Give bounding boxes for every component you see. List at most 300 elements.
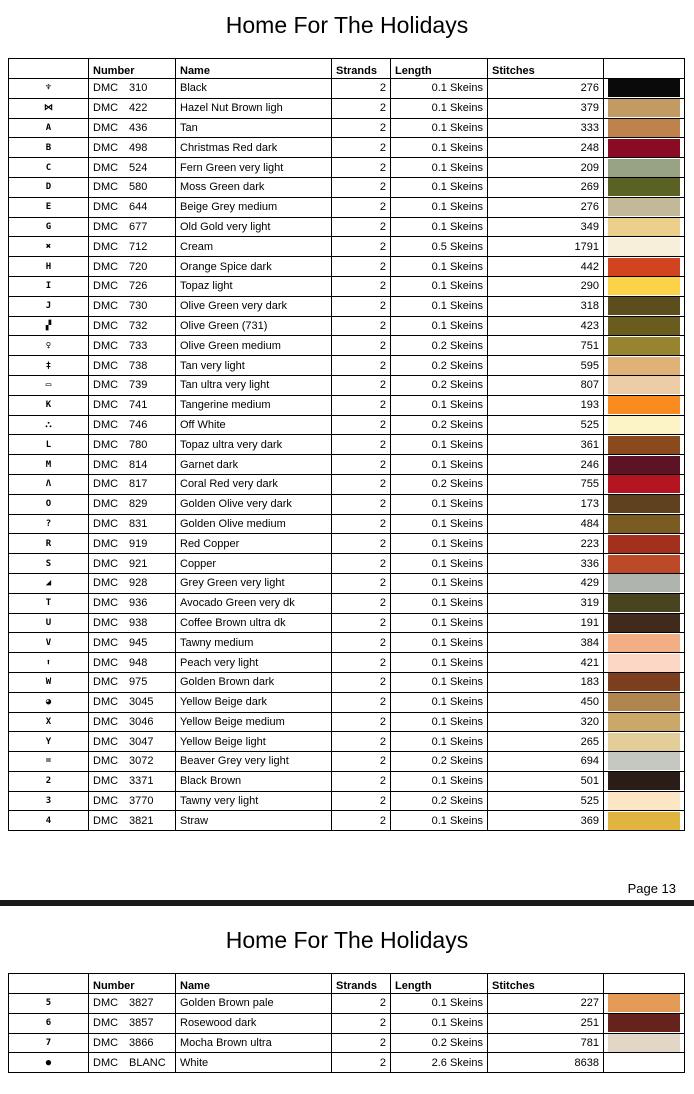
table-header-row <box>9 974 685 994</box>
length-cell: 0.1 Skeins <box>391 613 488 633</box>
strands-cell: 2 <box>332 217 391 237</box>
length-cell: 0.1 Skeins <box>391 177 488 197</box>
brand-label: DMC <box>93 735 119 748</box>
strands-cell: 2 <box>332 395 391 415</box>
strands-cell: 2 <box>332 455 391 475</box>
color-swatch-cell <box>604 257 685 277</box>
stitches-cell: 525 <box>488 791 604 811</box>
color-swatch <box>608 337 680 355</box>
brand-label: DMC <box>93 1056 119 1069</box>
length-cell: 0.1 Skeins <box>391 276 488 296</box>
strands-cell: 2 <box>332 494 391 514</box>
symbol-cell: ▭ <box>9 375 89 395</box>
number-cell <box>89 494 176 514</box>
strands-cell: 2 <box>332 811 391 831</box>
color-swatch <box>608 495 680 513</box>
stitches-cell: 1791 <box>488 237 604 257</box>
number-cell <box>89 514 176 534</box>
symbol-cell: G <box>9 217 89 237</box>
floss-number: 817 <box>129 478 148 491</box>
name-cell: Olive Green (731) <box>176 316 332 336</box>
floss-number: 730 <box>129 300 148 313</box>
table-row <box>9 771 685 791</box>
number-cell <box>89 593 176 613</box>
color-swatch <box>608 178 680 196</box>
name-cell: Black Brown <box>176 771 332 791</box>
color-swatch-cell <box>604 375 685 395</box>
color-swatch-cell <box>604 296 685 316</box>
stitches-cell: 751 <box>488 336 604 356</box>
symbol-cell: K <box>9 395 89 415</box>
name-cell: Grey Green very light <box>176 573 332 593</box>
floss-number: 498 <box>129 141 148 154</box>
brand-label: DMC <box>93 616 119 629</box>
color-swatch <box>608 238 680 256</box>
table-row <box>9 415 685 435</box>
brand-label: DMC <box>93 997 119 1010</box>
strands-cell: 2 <box>332 158 391 178</box>
table-row <box>9 494 685 514</box>
strands-cell: 2 <box>332 771 391 791</box>
color-swatch <box>608 792 680 810</box>
number-cell <box>89 712 176 732</box>
color-swatch <box>608 376 680 394</box>
symbol-cell: C <box>9 158 89 178</box>
name-cell: Olive Green medium <box>176 336 332 356</box>
strands-cell: 2 <box>332 1053 391 1073</box>
color-swatch-cell <box>604 613 685 633</box>
floss-number: 975 <box>129 676 148 689</box>
name-cell: Beaver Grey very light <box>176 752 332 772</box>
floss-number: 3046 <box>129 715 154 728</box>
floss-number: 921 <box>129 557 148 570</box>
length-cell: 0.2 Skeins <box>391 752 488 772</box>
brand-label: DMC <box>93 438 119 451</box>
brand-label: DMC <box>93 82 119 95</box>
color-swatch-cell <box>604 791 685 811</box>
floss-number: 733 <box>129 339 148 352</box>
table-row <box>9 593 685 613</box>
color-swatch-cell <box>604 435 685 455</box>
strands-cell: 2 <box>332 573 391 593</box>
length-cell: 0.1 Skeins <box>391 197 488 217</box>
brand-label: DMC <box>93 339 119 352</box>
symbol-cell: ? <box>9 514 89 534</box>
color-swatch-cell <box>604 316 685 336</box>
table-row <box>9 613 685 633</box>
brand-label: DMC <box>93 537 119 550</box>
floss-number: 3827 <box>129 997 154 1010</box>
name-column-header: Name <box>176 974 332 994</box>
stitches-cell: 421 <box>488 653 604 673</box>
brand-label: DMC <box>93 696 119 709</box>
name-cell: Black <box>176 79 332 99</box>
color-swatch-cell <box>604 752 685 772</box>
strands-cell: 2 <box>332 257 391 277</box>
number-cell <box>89 1033 176 1053</box>
symbol-cell: S <box>9 554 89 574</box>
floss-number: 732 <box>129 319 148 332</box>
length-cell: 0.1 Skeins <box>391 217 488 237</box>
table-row <box>9 177 685 197</box>
length-cell: 2.6 Skeins <box>391 1053 488 1073</box>
number-cell <box>89 98 176 118</box>
stitches-cell: 379 <box>488 98 604 118</box>
color-swatch-cell <box>604 573 685 593</box>
table-row <box>9 791 685 811</box>
color-swatch-cell <box>604 554 685 574</box>
table-row <box>9 994 685 1014</box>
table-row <box>9 197 685 217</box>
color-swatch-cell <box>604 118 685 138</box>
symbol-cell: 6 <box>9 1013 89 1033</box>
name-cell: Copper <box>176 554 332 574</box>
name-cell: Golden Olive medium <box>176 514 332 534</box>
number-column-header: Number <box>89 974 176 994</box>
color-swatch <box>608 218 680 236</box>
stitches-cell: 193 <box>488 395 604 415</box>
table-row <box>9 474 685 494</box>
brand-label: DMC <box>93 557 119 570</box>
strands-cell: 2 <box>332 514 391 534</box>
brand-label: DMC <box>93 102 119 115</box>
strands-cell: 2 <box>332 98 391 118</box>
number-cell <box>89 435 176 455</box>
brand-label: DMC <box>93 240 119 253</box>
table-row <box>9 573 685 593</box>
length-cell: 0.1 Skeins <box>391 395 488 415</box>
brand-label: DMC <box>93 1017 119 1030</box>
brand-label: DMC <box>93 161 119 174</box>
number-cell <box>89 197 176 217</box>
table-row <box>9 79 685 99</box>
strands-cell: 2 <box>332 237 391 257</box>
strands-cell: 2 <box>332 118 391 138</box>
page-title: Home For The Holidays <box>225 12 469 38</box>
color-swatch <box>608 1054 680 1072</box>
floss-number: 310 <box>129 82 148 95</box>
color-swatch-cell <box>604 994 685 1014</box>
strands-cell: 2 <box>332 534 391 554</box>
number-cell <box>89 732 176 752</box>
length-cell: 0.1 Skeins <box>391 138 488 158</box>
table-row <box>9 811 685 831</box>
length-column-header: Length <box>391 59 488 79</box>
stitches-cell: 384 <box>488 633 604 653</box>
color-swatch <box>608 436 680 454</box>
name-cell: Red Copper <box>176 534 332 554</box>
floss-number: 3045 <box>129 696 154 709</box>
stitches-cell: 265 <box>488 732 604 752</box>
table-row <box>9 375 685 395</box>
brand-label: DMC <box>93 319 119 332</box>
color-swatch <box>608 515 680 533</box>
brand-label: DMC <box>93 280 119 293</box>
length-cell: 0.1 Skeins <box>391 811 488 831</box>
color-swatch <box>608 1014 680 1032</box>
color-swatch <box>608 198 680 216</box>
name-column-header: Name <box>176 59 332 79</box>
symbol-cell: ● <box>9 1053 89 1073</box>
number-cell <box>89 994 176 1014</box>
name-cell: Moss Green dark <box>176 177 332 197</box>
color-swatch-cell <box>604 177 685 197</box>
length-cell: 0.1 Skeins <box>391 633 488 653</box>
length-cell: 0.2 Skeins <box>391 1033 488 1053</box>
name-cell: Orange Spice dark <box>176 257 332 277</box>
stitches-cell: 319 <box>488 593 604 613</box>
color-swatch-cell <box>604 197 685 217</box>
floss-number: 3866 <box>129 1036 154 1049</box>
symbol-column-header <box>9 59 89 79</box>
table-row <box>9 356 685 376</box>
color-swatch-cell <box>604 514 685 534</box>
name-cell: Mocha Brown ultra <box>176 1033 332 1053</box>
number-cell <box>89 534 176 554</box>
brand-label: DMC <box>93 359 119 372</box>
strands-cell: 2 <box>332 415 391 435</box>
color-swatch <box>608 139 680 157</box>
number-cell <box>89 237 176 257</box>
symbol-cell: W <box>9 672 89 692</box>
floss-number: 780 <box>129 438 148 451</box>
symbol-cell: U <box>9 613 89 633</box>
brand-label: DMC <box>93 418 119 431</box>
color-swatch <box>608 277 680 295</box>
table-row <box>9 217 685 237</box>
strands-cell: 2 <box>332 994 391 1014</box>
stitches-cell: 501 <box>488 771 604 791</box>
color-swatch <box>608 396 680 414</box>
symbol-cell: 3 <box>9 791 89 811</box>
stitches-cell: 223 <box>488 534 604 554</box>
number-cell <box>89 356 176 376</box>
page-separator <box>0 900 694 906</box>
brand-label: DMC <box>93 577 119 590</box>
floss-number: 814 <box>129 458 148 471</box>
strands-cell: 2 <box>332 1013 391 1033</box>
color-swatch-cell <box>604 356 685 376</box>
strands-cell: 2 <box>332 752 391 772</box>
stitches-cell: 755 <box>488 474 604 494</box>
page-number: Page 13 <box>627 881 676 896</box>
color-swatch <box>608 258 680 276</box>
name-cell: Christmas Red dark <box>176 138 332 158</box>
table-row <box>9 158 685 178</box>
color-swatch <box>608 752 680 770</box>
name-cell: Peach very light <box>176 653 332 673</box>
length-cell: 0.1 Skeins <box>391 296 488 316</box>
color-swatch <box>608 594 680 612</box>
name-cell: Olive Green very dark <box>176 296 332 316</box>
number-cell <box>89 455 176 475</box>
strands-cell: 2 <box>332 692 391 712</box>
table-row <box>9 98 685 118</box>
number-cell <box>89 771 176 791</box>
length-cell: 0.2 Skeins <box>391 375 488 395</box>
floss-number: 720 <box>129 260 148 273</box>
color-swatch <box>608 614 680 632</box>
number-cell <box>89 316 176 336</box>
color-swatch-cell <box>604 712 685 732</box>
name-cell: Tan very light <box>176 356 332 376</box>
symbol-cell: ⋈ <box>9 98 89 118</box>
brand-label: DMC <box>93 220 119 233</box>
stitches-cell: 781 <box>488 1033 604 1053</box>
length-cell: 0.1 Skeins <box>391 118 488 138</box>
name-cell: Coffee Brown ultra dk <box>176 613 332 633</box>
floss-number: 422 <box>129 102 148 115</box>
color-swatch-cell <box>604 593 685 613</box>
table-row <box>9 672 685 692</box>
symbol-cell: J <box>9 296 89 316</box>
stitches-cell: 595 <box>488 356 604 376</box>
brand-label: DMC <box>93 141 119 154</box>
length-cell: 0.5 Skeins <box>391 237 488 257</box>
name-cell: Yellow Beige light <box>176 732 332 752</box>
stitches-cell: 276 <box>488 197 604 217</box>
strands-cell: 2 <box>332 435 391 455</box>
color-swatch <box>608 317 680 335</box>
brand-label: DMC <box>93 517 119 530</box>
table-row <box>9 653 685 673</box>
color-swatch-cell <box>604 672 685 692</box>
strands-cell: 2 <box>332 593 391 613</box>
length-cell: 0.1 Skeins <box>391 771 488 791</box>
table-row <box>9 336 685 356</box>
name-cell: Tawny medium <box>176 633 332 653</box>
table-row <box>9 712 685 732</box>
table-row <box>9 435 685 455</box>
color-swatch <box>608 555 680 573</box>
name-cell: Off White <box>176 415 332 435</box>
brand-label: DMC <box>93 478 119 491</box>
symbol-cell: V <box>9 633 89 653</box>
length-cell: 0.1 Skeins <box>391 573 488 593</box>
number-cell <box>89 375 176 395</box>
floss-number: 524 <box>129 161 148 174</box>
table-row <box>9 455 685 475</box>
number-cell <box>89 791 176 811</box>
symbol-cell: A <box>9 118 89 138</box>
symbol-cell: ♀ <box>9 336 89 356</box>
number-cell <box>89 276 176 296</box>
color-swatch-cell <box>604 158 685 178</box>
color-swatch <box>608 772 680 790</box>
brand-label: DMC <box>93 300 119 313</box>
color-swatch <box>608 535 680 553</box>
color-swatch-cell <box>604 1033 685 1053</box>
length-cell: 0.2 Skeins <box>391 356 488 376</box>
name-cell: Fern Green very light <box>176 158 332 178</box>
number-cell <box>89 79 176 99</box>
brand-label: DMC <box>93 775 119 788</box>
length-cell: 0.1 Skeins <box>391 672 488 692</box>
stitches-cell: 276 <box>488 79 604 99</box>
table-row <box>9 534 685 554</box>
length-cell: 0.1 Skeins <box>391 554 488 574</box>
symbol-cell: I <box>9 276 89 296</box>
number-cell <box>89 177 176 197</box>
stitches-column-header: Stitches <box>488 974 604 994</box>
length-cell: 0.1 Skeins <box>391 98 488 118</box>
stitches-cell: 173 <box>488 494 604 514</box>
floss-number: 928 <box>129 577 148 590</box>
stitches-cell: 269 <box>488 177 604 197</box>
brand-label: DMC <box>93 121 119 134</box>
length-cell: 0.1 Skeins <box>391 455 488 475</box>
stitches-cell: 429 <box>488 573 604 593</box>
symbol-cell: ♆ <box>9 79 89 99</box>
color-swatch <box>608 79 680 97</box>
stitches-cell: 333 <box>488 118 604 138</box>
name-cell: Topaz light <box>176 276 332 296</box>
symbol-cell: O <box>9 494 89 514</box>
floss-number: 919 <box>129 537 148 550</box>
floss-number: 726 <box>129 280 148 293</box>
color-swatch-cell <box>604 633 685 653</box>
color-swatch <box>608 654 680 672</box>
length-cell: 0.2 Skeins <box>391 415 488 435</box>
color-swatch <box>608 693 680 711</box>
brand-label: DMC <box>93 636 119 649</box>
color-swatch-cell <box>604 732 685 752</box>
table-row <box>9 276 685 296</box>
name-cell: Golden Olive very dark <box>176 494 332 514</box>
floss-table <box>8 58 685 831</box>
color-swatch <box>608 713 680 731</box>
name-cell: Hazel Nut Brown ligh <box>176 98 332 118</box>
symbol-cell: M <box>9 455 89 475</box>
length-cell: 0.1 Skeins <box>391 653 488 673</box>
symbol-cell: 2 <box>9 771 89 791</box>
stitches-cell: 8638 <box>488 1053 604 1073</box>
floss-number: 831 <box>129 517 148 530</box>
floss-number: 3072 <box>129 755 154 768</box>
number-cell <box>89 692 176 712</box>
length-cell: 0.1 Skeins <box>391 435 488 455</box>
table-row <box>9 1053 685 1073</box>
table-row <box>9 257 685 277</box>
color-swatch-cell <box>604 276 685 296</box>
table-row <box>9 732 685 752</box>
stitches-cell: 318 <box>488 296 604 316</box>
name-cell: Golden Brown pale <box>176 994 332 1014</box>
stitches-cell: 320 <box>488 712 604 732</box>
stitches-cell: 191 <box>488 613 604 633</box>
color-swatch-cell <box>604 653 685 673</box>
floss-number: 938 <box>129 616 148 629</box>
symbol-cell: ◕ <box>9 692 89 712</box>
floss-number: BLANC <box>129 1056 166 1069</box>
number-cell <box>89 633 176 653</box>
strands-cell: 2 <box>332 613 391 633</box>
table-row <box>9 138 685 158</box>
floss-number: 741 <box>129 399 148 412</box>
brand-label: DMC <box>93 715 119 728</box>
table-row <box>9 118 685 138</box>
number-cell <box>89 653 176 673</box>
length-cell: 0.1 Skeins <box>391 514 488 534</box>
stitches-cell: 369 <box>488 811 604 831</box>
strands-cell: 2 <box>332 791 391 811</box>
table-row <box>9 633 685 653</box>
color-swatch <box>608 456 680 474</box>
name-cell: Old Gold very light <box>176 217 332 237</box>
stitches-cell: 183 <box>488 672 604 692</box>
symbol-cell: B <box>9 138 89 158</box>
length-cell: 0.1 Skeins <box>391 593 488 613</box>
